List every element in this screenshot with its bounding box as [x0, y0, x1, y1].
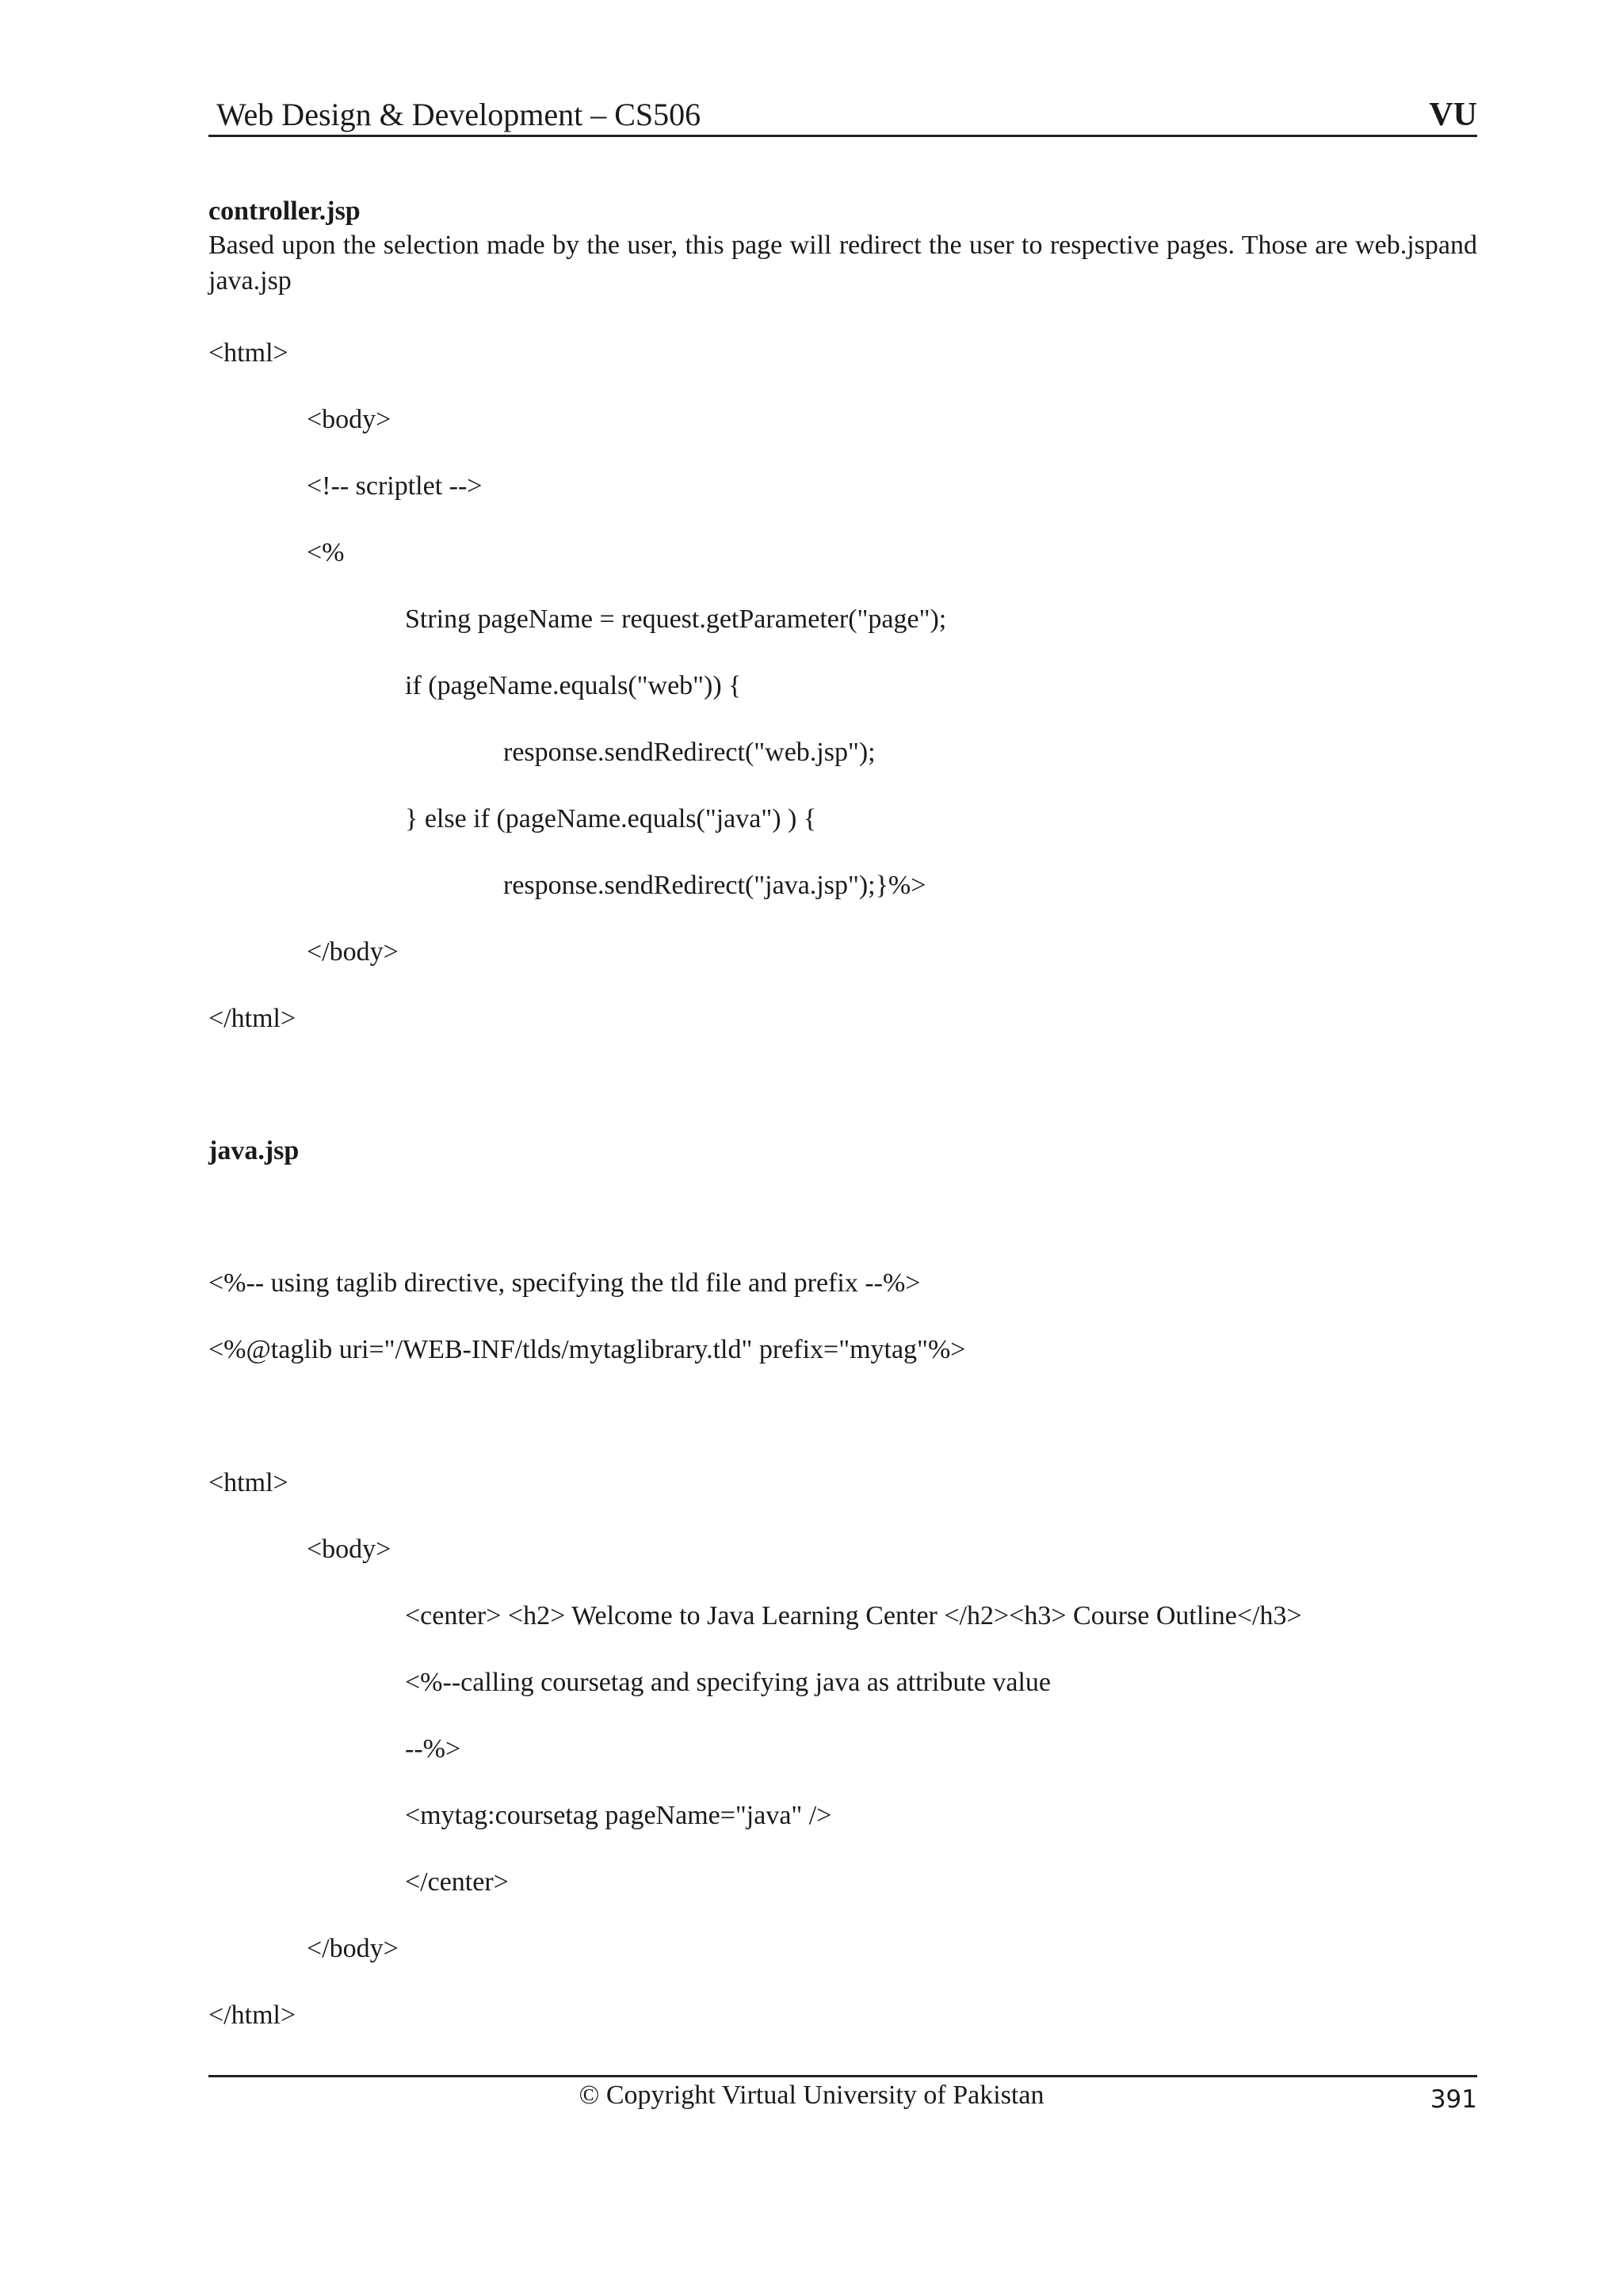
section-paragraph-controller: Based upon the selection made by the user, this page will redirect the user to respective pages. Those are web.jspand java.jsp [208, 231, 1477, 296]
footer-divider [208, 2075, 1477, 2077]
code-line: if (pageName.equals("web")) { [405, 671, 742, 700]
code-line: <body> [307, 405, 391, 434]
code-line: response.sendRedirect("web.jsp"); [503, 738, 876, 767]
code-line: <%-- using taglib directive, specifying the tld file and prefix --%> [208, 1268, 921, 1298]
code-line: </html> [208, 1004, 296, 1033]
code-line: </body> [307, 1934, 399, 1963]
code-line: <mytag:coursetag pageName="java" /> [405, 1801, 832, 1830]
code-line: <center> <h2> Welcome to Java Learning Center </h2><h3> Course Outline</h3> [405, 1601, 1302, 1630]
code-line: <!-- scriptlet --> [307, 471, 483, 501]
code-line: </html> [208, 2000, 296, 2030]
code-line: <html> [208, 1468, 288, 1497]
code-line: <body> [307, 1535, 391, 1564]
page-number: 391 [1430, 2085, 1477, 2114]
section-title-java: java.jsp [208, 1136, 300, 1165]
code-line: </center> [405, 1867, 509, 1897]
footer-copyright: © Copyright Virtual University of Pakistan [579, 2081, 1044, 2110]
code-line: <html> [208, 338, 288, 368]
code-line: <%@taglib uri="/WEB-INF/tlds/mytaglibrary.tld" prefix="mytag"%> [208, 1335, 966, 1364]
header-logo: VU [1429, 97, 1477, 133]
section-title-controller: controller.jsp [208, 196, 361, 226]
header-title: Web Design & Development – CS506 [216, 97, 701, 132]
code-line: String pageName = request.getParameter("page"); [405, 605, 947, 634]
code-line: } else if (pageName.equals("java") ) { [405, 804, 817, 833]
code-line: <%--calling coursetag and specifying java as attribute value [405, 1668, 1052, 1697]
page-header [208, 97, 1477, 137]
code-line: --%> [405, 1734, 461, 1764]
code-line: <% [307, 538, 345, 567]
code-line: </body> [307, 937, 399, 967]
code-line: response.sendRedirect("java.jsp");}%> [503, 871, 926, 900]
